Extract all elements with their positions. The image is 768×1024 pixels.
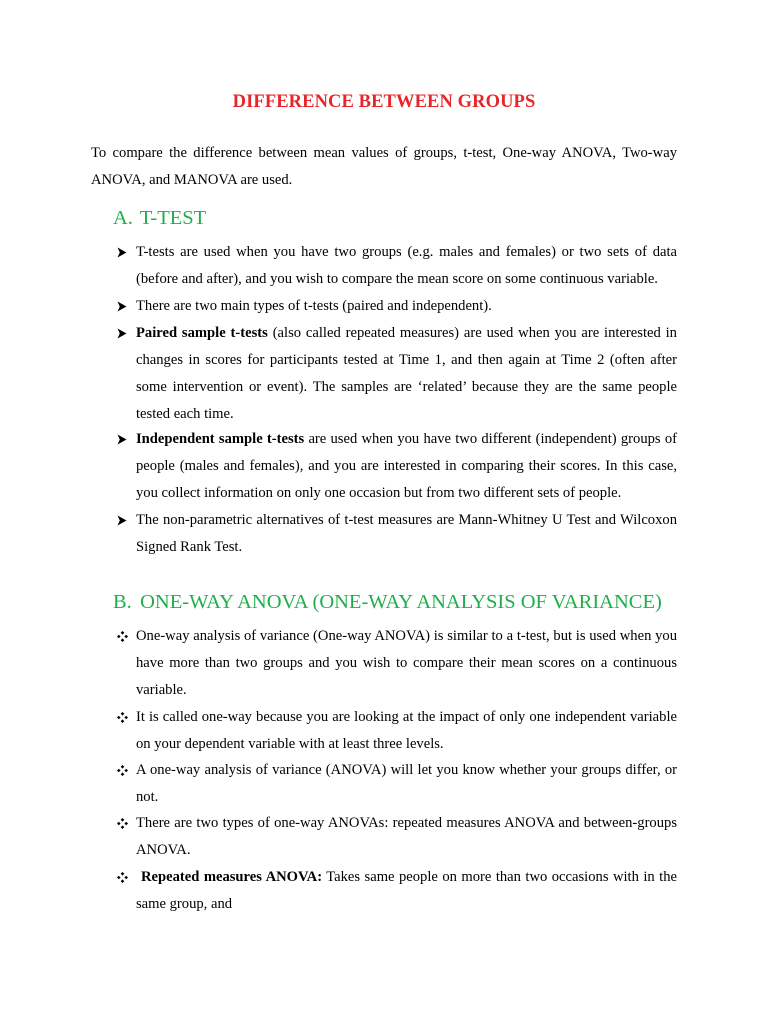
list-item-text: are used when you have two different (independent) groups of people (males and females), and you are interested in comparing their scores. In this case, you collect information on only one occasion but from two different sets of people. bbox=[136, 431, 677, 501]
four-diamond-bullet-icon bbox=[114, 757, 130, 784]
list-item bbox=[136, 239, 677, 293]
list-item bbox=[136, 623, 677, 704]
list-item bbox=[136, 293, 677, 320]
intro-paragraph: To compare the difference between mean values of groups, t-test, One-way ANOVA, Two-way ANOVA, and MANOVA are used. bbox=[91, 145, 677, 188]
four-diamond-bullet-icon bbox=[114, 810, 130, 837]
list-item bbox=[136, 704, 677, 758]
section-b-title: ONE-WAY ANOVA (ONE-WAY ANALYSIS OF VARIANCE) bbox=[140, 591, 662, 613]
list-item bbox=[136, 426, 677, 507]
arrowhead-bullet-icon bbox=[114, 293, 130, 320]
list-item-lead: Independent sample t-tests bbox=[136, 431, 305, 447]
section-a-heading bbox=[113, 207, 206, 230]
list-item bbox=[136, 507, 677, 561]
arrowhead-bullet-icon bbox=[114, 426, 130, 453]
list-item-text: (also called repeated measures) are used when you are interested in changes in scores for participants tested at Time 1, and then again at Time 2 (often after some intervention or event). The samples are ‘related’ because they are the same people tested each time. bbox=[136, 325, 677, 422]
list-item-text: It is called one-way because you are looking at the impact of only one independent variable on your dependent variable with at least three levels. bbox=[136, 709, 677, 752]
list-item-text: T-tests are used when you have two groups (e.g. males and females) or two sets of data (before and after), and you wish to compare the mean score on some continuous variable. bbox=[136, 244, 677, 287]
four-diamond-bullet-icon bbox=[114, 623, 130, 650]
list-item bbox=[136, 864, 677, 918]
list-item-text: A one-way analysis of variance (ANOVA) will let you know whether your groups differ, or not. bbox=[136, 762, 677, 805]
four-diamond-bullet-icon bbox=[114, 864, 130, 891]
document-title: DIFFERENCE BETWEEN GROUPS bbox=[232, 92, 536, 112]
section-b-number: B. bbox=[113, 591, 132, 613]
section-a-title: T-TEST bbox=[139, 207, 207, 229]
list-item bbox=[136, 810, 677, 864]
section-a-number: A. bbox=[113, 207, 133, 229]
arrowhead-bullet-icon bbox=[114, 320, 130, 347]
four-diamond-bullet-icon bbox=[114, 704, 130, 731]
list-item bbox=[136, 320, 677, 428]
list-item-text: There are two types of one-way ANOVAs: repeated measures ANOVA and between-groups ANOVA. bbox=[136, 815, 677, 858]
arrowhead-bullet-icon bbox=[114, 507, 130, 534]
list-item bbox=[136, 757, 677, 811]
list-item-lead: Paired sample t-tests bbox=[136, 325, 268, 341]
list-item-text: One-way analysis of variance (One-way ANOVA) is similar to a t-test, but is used when you have more than two groups and you wish to compare their mean scores on a continuous variable. bbox=[136, 628, 677, 698]
list-item-text: Takes same people on more than two occasions with in the same group, and bbox=[136, 869, 677, 912]
list-item-text: There are two main types of t-tests (paired and independent). bbox=[136, 298, 492, 314]
section-b-heading bbox=[113, 591, 662, 614]
list-item-lead: Repeated measures ANOVA: bbox=[141, 869, 323, 885]
list-item-text: The non-parametric alternatives of t-test measures are Mann-Whitney U Test and Wilcoxon Signed Rank Test. bbox=[136, 512, 677, 555]
arrowhead-bullet-icon bbox=[114, 239, 130, 266]
